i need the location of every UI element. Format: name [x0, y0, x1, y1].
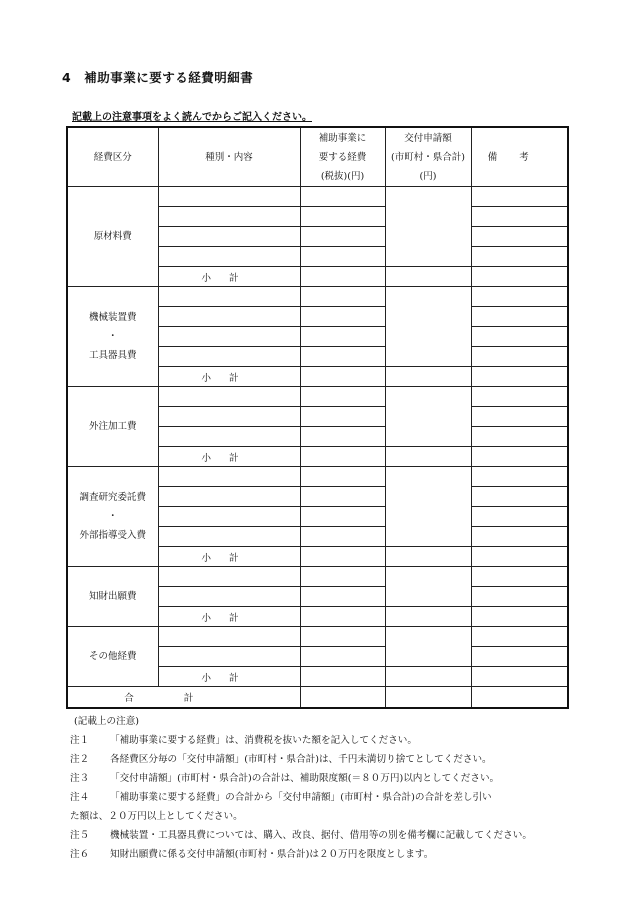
- expense-cell[interactable]: [300, 247, 385, 267]
- expense-subtotal-cell[interactable]: [300, 547, 385, 567]
- remarks-cell[interactable]: [471, 347, 568, 367]
- note-number: 注３: [70, 773, 90, 784]
- remarks-cell[interactable]: [471, 227, 568, 247]
- category-label: ・: [107, 511, 118, 522]
- type-cell[interactable]: [158, 307, 300, 327]
- header-expense-line2: 要する経費: [318, 151, 367, 163]
- type-cell[interactable]: [158, 247, 300, 267]
- table-row: [67, 467, 568, 487]
- note-text: 「補助事業に要する経費」の合計から「交付申請額」(市町村・県合計)の合計を差し引い: [110, 792, 492, 803]
- remarks-cell[interactable]: [471, 207, 568, 227]
- notes-heading: (記載上の注意): [74, 716, 140, 727]
- grant-subtotal-cell[interactable]: [385, 667, 471, 687]
- remarks-cell[interactable]: [471, 327, 568, 347]
- type-cell[interactable]: [158, 527, 300, 547]
- table-row: [67, 567, 568, 587]
- note-item: [70, 750, 580, 769]
- notes-list: [70, 731, 580, 864]
- expense-total-cell[interactable]: [300, 687, 385, 709]
- grant-cell[interactable]: [385, 567, 471, 607]
- expense-cell[interactable]: [300, 427, 385, 447]
- subtotal-label[interactable]: 小計: [158, 267, 300, 287]
- type-cell[interactable]: [158, 187, 300, 207]
- grant-subtotal-cell[interactable]: [385, 447, 471, 467]
- table-row: [67, 387, 568, 407]
- note-item: [70, 788, 580, 807]
- remarks-cell[interactable]: [471, 507, 568, 527]
- remarks-cell[interactable]: [471, 427, 568, 447]
- header-type: 種別・内容: [158, 127, 300, 187]
- expense-table: [66, 126, 569, 709]
- category-cell: [67, 187, 158, 287]
- note-number: 注４: [70, 792, 90, 803]
- type-cell[interactable]: [158, 487, 300, 507]
- instruction-text: 記載上の注意事項をよく読んでからご記入ください。: [72, 112, 312, 123]
- note-number: 注２: [70, 754, 90, 765]
- remarks-cell[interactable]: [471, 467, 568, 487]
- remarks-cell[interactable]: [471, 267, 568, 287]
- type-cell[interactable]: [158, 407, 300, 427]
- expense-cell[interactable]: [300, 527, 385, 547]
- category-label: ・: [107, 331, 118, 342]
- expense-cell[interactable]: [300, 387, 385, 407]
- remarks-cell[interactable]: [471, 667, 568, 687]
- type-cell[interactable]: [158, 587, 300, 607]
- type-cell[interactable]: [158, 387, 300, 407]
- expense-subtotal-cell[interactable]: [300, 607, 385, 627]
- type-cell[interactable]: [158, 507, 300, 527]
- category-label: 原材料費: [93, 231, 132, 242]
- note-item: [70, 826, 580, 845]
- type-cell[interactable]: [158, 427, 300, 447]
- subtotal-label[interactable]: 小計: [158, 607, 300, 627]
- expense-cell[interactable]: [300, 287, 385, 307]
- header-grant-line2: (市町村・県合計): [391, 151, 465, 163]
- expense-cell[interactable]: [300, 507, 385, 527]
- remarks-cell[interactable]: [471, 407, 568, 427]
- type-cell[interactable]: [158, 647, 300, 667]
- header-grant: [385, 127, 471, 187]
- type-cell[interactable]: [158, 287, 300, 307]
- expense-cell[interactable]: [300, 227, 385, 247]
- category-label: 外注加工費: [88, 421, 137, 432]
- remarks-cell[interactable]: [471, 367, 568, 387]
- header-grant-line3: (円): [419, 170, 437, 182]
- grant-cell[interactable]: [385, 287, 471, 367]
- expense-subtotal-cell[interactable]: [300, 447, 385, 467]
- expense-cell[interactable]: [300, 407, 385, 427]
- note-text: 知財出願費に係る交付申請額(市町村・県合計)は２０万円を限度とします。: [110, 849, 434, 860]
- expense-subtotal-cell[interactable]: [300, 267, 385, 287]
- category-cell: [67, 467, 158, 567]
- category-label: 調査研究委託費: [79, 492, 146, 503]
- expense-cell[interactable]: [300, 567, 385, 587]
- expense-cell[interactable]: [300, 327, 385, 347]
- type-cell[interactable]: [158, 327, 300, 347]
- grant-cell[interactable]: [385, 187, 471, 267]
- header-row: [67, 127, 568, 187]
- table-body: [67, 187, 568, 709]
- subtotal-label[interactable]: 小計: [158, 367, 300, 387]
- note-number: 注１: [70, 735, 90, 746]
- header-expense: [300, 127, 385, 187]
- remarks-cell[interactable]: [471, 627, 568, 647]
- note-text: 各経費区分毎の「交付申請額」(市町村・県合計)は、千円未満切り捨てとしてください。: [110, 754, 492, 765]
- remarks-cell[interactable]: [471, 447, 568, 467]
- note-text-continued: た額は、２０万円以上としてください。: [70, 811, 243, 822]
- category-label: その他経費: [88, 651, 137, 662]
- remarks-cell[interactable]: [471, 527, 568, 547]
- category-cell: [67, 567, 158, 627]
- header-grant-line1: 交付申請額: [404, 132, 452, 144]
- expense-subtotal-cell[interactable]: [300, 667, 385, 687]
- note-item: [70, 769, 580, 788]
- subtotal-label[interactable]: 小計: [158, 547, 300, 567]
- note-text: 「補助事業に要する経費」は、消費税を抜いた額を記入してください。: [110, 735, 417, 746]
- type-cell[interactable]: [158, 227, 300, 247]
- note-item: [70, 731, 580, 750]
- remarks-cell[interactable]: [471, 387, 568, 407]
- expense-cell[interactable]: [300, 467, 385, 487]
- remarks-cell[interactable]: [471, 187, 568, 207]
- type-cell[interactable]: [158, 567, 300, 587]
- expense-subtotal-cell[interactable]: [300, 367, 385, 387]
- category-label: 機械装置費: [88, 312, 137, 323]
- section-title: 4 補助事業に要する経費明細書: [62, 70, 254, 85]
- grant-cell[interactable]: [385, 467, 471, 547]
- remarks-cell[interactable]: [471, 247, 568, 267]
- expense-cell[interactable]: [300, 587, 385, 607]
- expense-cell[interactable]: [300, 307, 385, 327]
- category-label: 工具器具費: [88, 350, 137, 361]
- total-row: [67, 687, 568, 709]
- table-row: [67, 287, 568, 307]
- note-number: 注５: [70, 830, 90, 841]
- expense-cell[interactable]: [300, 347, 385, 367]
- type-cell[interactable]: [158, 467, 300, 487]
- remarks-total-cell[interactable]: [471, 687, 568, 709]
- note-item: [70, 845, 580, 864]
- remarks-cell[interactable]: [471, 567, 568, 587]
- table-row: [67, 627, 568, 647]
- type-cell[interactable]: [158, 207, 300, 227]
- grant-subtotal-cell[interactable]: [385, 267, 471, 287]
- remarks-cell[interactable]: [471, 307, 568, 327]
- remarks-cell[interactable]: [471, 547, 568, 567]
- subtotal-label[interactable]: 小計: [158, 667, 300, 687]
- subtotal-label[interactable]: 小計: [158, 447, 300, 467]
- total-label: 合計: [67, 687, 300, 709]
- expense-cell[interactable]: [300, 487, 385, 507]
- remarks-cell[interactable]: [471, 487, 568, 507]
- grant-subtotal-cell[interactable]: [385, 607, 471, 627]
- header-remarks: 備考: [471, 127, 568, 187]
- header-expense-line3: (税抜)(円): [320, 170, 365, 182]
- grant-subtotal-cell[interactable]: [385, 367, 471, 387]
- note-text: 機械装置・工具器具費については、購入、改良、据付、借用等の別を備考欄に記載してください。: [110, 830, 532, 841]
- remarks-cell[interactable]: [471, 607, 568, 627]
- category-label: 知財出願費: [88, 591, 137, 602]
- expense-cell[interactable]: [300, 187, 385, 207]
- notes-section: [70, 712, 580, 864]
- expense-cell[interactable]: [300, 647, 385, 667]
- note-text: 「交付申請額」(市町村・県合計)の合計は、補助限度額(＝８０万円)以内としてください。: [110, 773, 500, 784]
- category-cell: [67, 287, 158, 387]
- type-cell[interactable]: [158, 347, 300, 367]
- header-expense-line1: 補助事業に: [318, 132, 367, 144]
- expense-cell[interactable]: [300, 627, 385, 647]
- grant-total-cell[interactable]: [385, 687, 471, 709]
- remarks-cell[interactable]: [471, 647, 568, 667]
- grant-cell[interactable]: [385, 627, 471, 667]
- grant-subtotal-cell[interactable]: [385, 547, 471, 567]
- expense-cell[interactable]: [300, 207, 385, 227]
- remarks-cell[interactable]: [471, 287, 568, 307]
- table-row: [67, 187, 568, 207]
- category-label: 外部指導受入費: [79, 530, 146, 541]
- header-category: 経費区分: [67, 127, 158, 187]
- remarks-cell[interactable]: [471, 587, 568, 607]
- category-cell: [67, 627, 158, 687]
- grant-cell[interactable]: [385, 387, 471, 447]
- type-cell[interactable]: [158, 627, 300, 647]
- category-cell: [67, 387, 158, 467]
- note-number: 注６: [70, 849, 90, 860]
